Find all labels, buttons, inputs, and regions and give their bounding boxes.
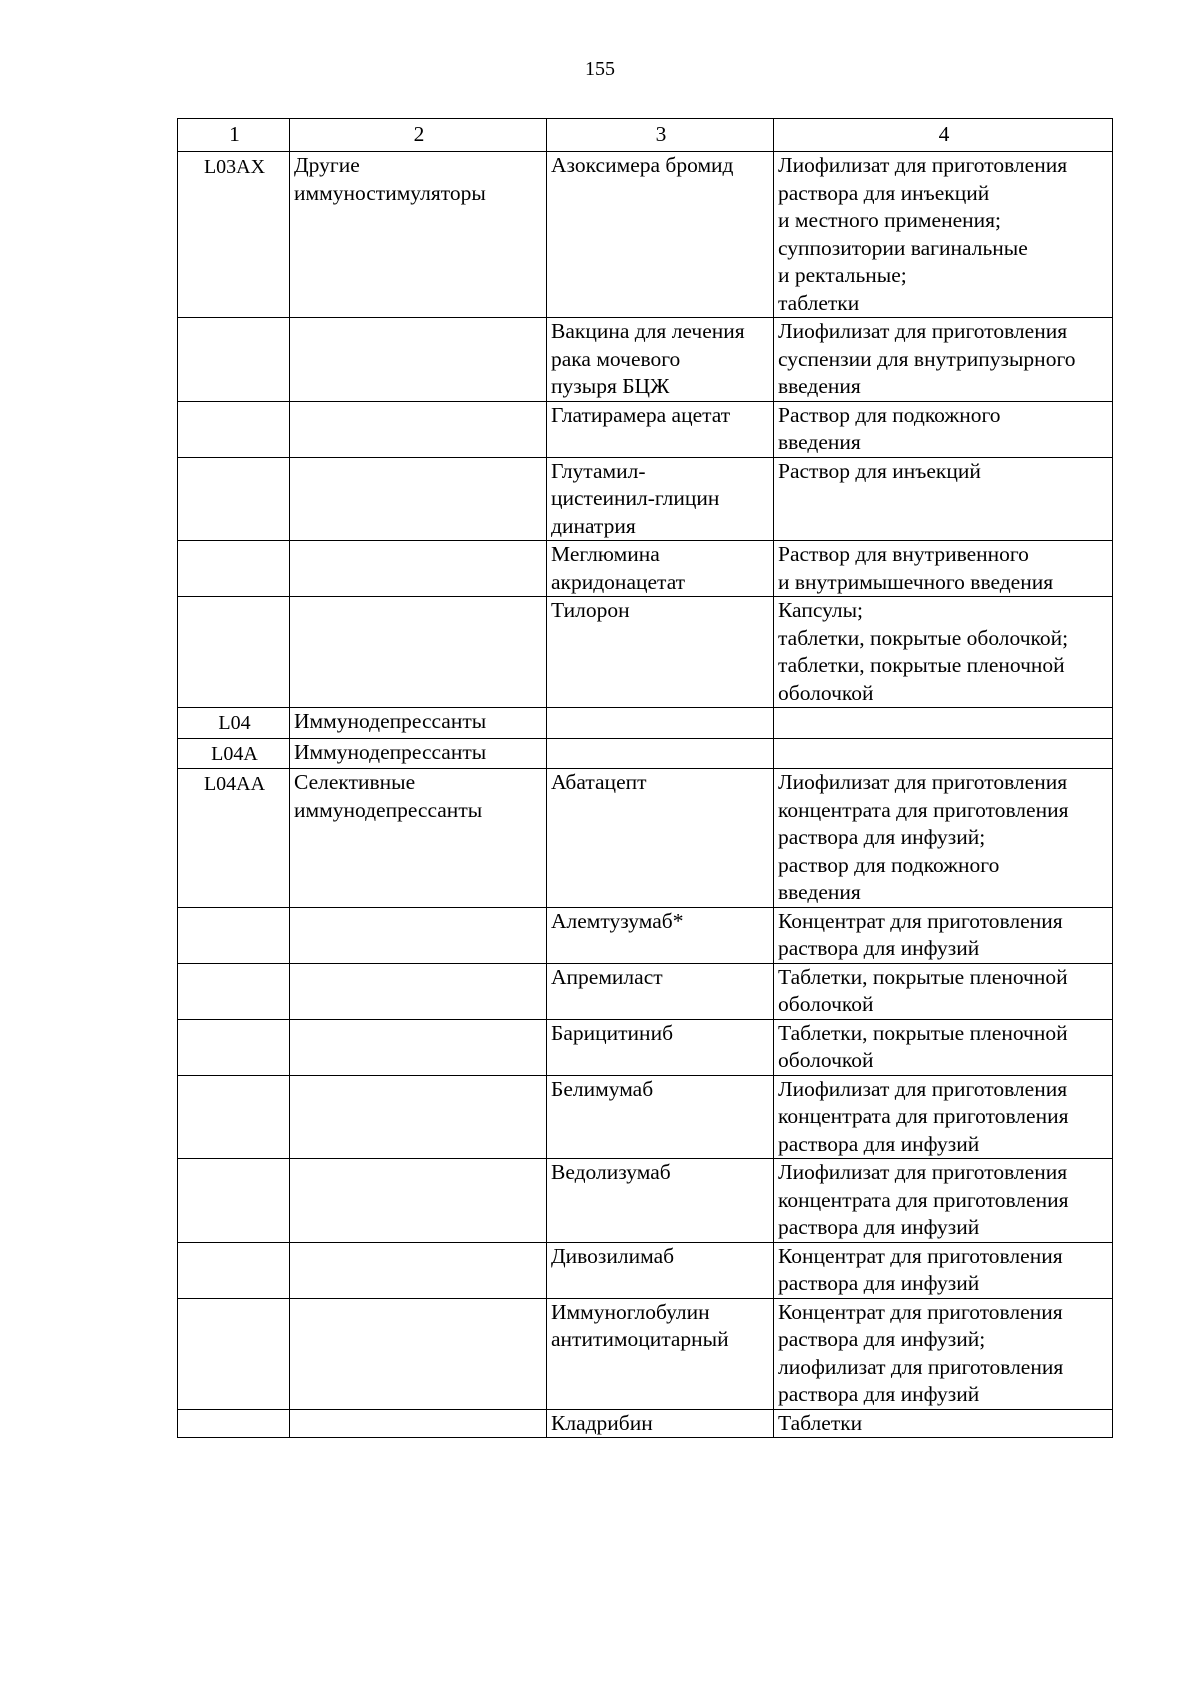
atc-code-cell <box>178 318 290 402</box>
table-row <box>178 541 1113 597</box>
drug-name-cell: Тилорон <box>547 597 774 708</box>
atc-code-cell: L03AX <box>178 152 290 318</box>
dosage-form-cell: Раствор для подкожного введения <box>774 401 1113 457</box>
atc-code-cell <box>178 457 290 541</box>
dosage-form-cell: Лиофилизат для приготовления концентрата для приготовления раствора для инфузий <box>774 1075 1113 1159</box>
group-name-cell <box>290 541 547 597</box>
atc-code-cell <box>178 1075 290 1159</box>
atc-code-cell <box>178 1409 290 1438</box>
table-row <box>178 318 1113 402</box>
drug-name-cell <box>547 708 774 739</box>
table-row <box>178 1075 1113 1159</box>
table-row <box>178 1409 1113 1438</box>
drug-name-cell: Кладрибин <box>547 1409 774 1438</box>
atc-code-cell <box>178 1298 290 1409</box>
group-name-cell: Селективные иммунодепрессанты <box>290 769 547 908</box>
drug-name-cell: Абатацепт <box>547 769 774 908</box>
group-name-cell <box>290 1075 547 1159</box>
drug-name-cell: Иммуноглобулин антитимоцитарный <box>547 1298 774 1409</box>
drug-name-cell: Дивозилимаб <box>547 1242 774 1298</box>
table-row <box>178 1298 1113 1409</box>
drug-name-cell: Алемтузумаб* <box>547 907 774 963</box>
page-number: 155 <box>585 58 615 80</box>
dosage-form-cell <box>774 738 1113 769</box>
dosage-form-cell <box>774 708 1113 739</box>
table-header-row <box>178 119 1113 152</box>
dosage-form-cell: Концентрат для приготовления раствора для инфузий; лиофилизат для приготовления раствора для инфузий <box>774 1298 1113 1409</box>
header-col-4: 4 <box>774 119 1113 152</box>
atc-code-cell <box>178 401 290 457</box>
table-row <box>178 1159 1113 1243</box>
atc-code-cell <box>178 1019 290 1075</box>
group-name-cell <box>290 963 547 1019</box>
dosage-form-cell: Концентрат для приготовления раствора для инфузий <box>774 1242 1113 1298</box>
drug-name-cell <box>547 738 774 769</box>
atc-code-cell <box>178 541 290 597</box>
table-row <box>178 769 1113 908</box>
header-col-1: 1 <box>178 119 290 152</box>
dosage-form-cell: Лиофилизат для приготовления концентрата для приготовления раствора для инфузий; раствор для подкожного введения <box>774 769 1113 908</box>
table-row <box>178 907 1113 963</box>
atc-code-cell: L04 <box>178 708 290 739</box>
table-row <box>178 1242 1113 1298</box>
header-col-3: 3 <box>547 119 774 152</box>
group-name-cell <box>290 1409 547 1438</box>
drug-name-cell: Белимумаб <box>547 1075 774 1159</box>
atc-code-cell <box>178 1242 290 1298</box>
dosage-form-cell: Концентрат для приготовления раствора для инфузий <box>774 907 1113 963</box>
drug-name-cell: Азоксимера бромид <box>547 152 774 318</box>
atc-code-cell <box>178 597 290 708</box>
group-name-cell: Иммунодепрессанты <box>290 738 547 769</box>
atc-code-cell: L04AA <box>178 769 290 908</box>
dosage-form-cell: Лиофилизат для приготовления суспензии для внутрипузырного введения <box>774 318 1113 402</box>
group-name-cell <box>290 907 547 963</box>
group-name-cell <box>290 318 547 402</box>
table-row <box>178 963 1113 1019</box>
dosage-form-cell: Раствор для внутривенного и внутримышечного введения <box>774 541 1113 597</box>
dosage-form-cell: Лиофилизат для приготовления концентрата для приготовления раствора для инфузий <box>774 1159 1113 1243</box>
drug-name-cell: Апремиласт <box>547 963 774 1019</box>
group-name-cell: Другие иммуностимуляторы <box>290 152 547 318</box>
group-name-cell <box>290 1159 547 1243</box>
group-name-cell <box>290 1019 547 1075</box>
drug-name-cell: Меглюмина акридонацетат <box>547 541 774 597</box>
group-name-cell: Иммунодепрессанты <box>290 708 547 739</box>
table-row <box>178 597 1113 708</box>
group-name-cell <box>290 1298 547 1409</box>
drug-name-cell: Вакцина для лечения рака мочевого пузыря БЦЖ <box>547 318 774 402</box>
table-row <box>178 401 1113 457</box>
atc-code-cell <box>178 1159 290 1243</box>
table-row <box>178 708 1113 739</box>
group-name-cell <box>290 401 547 457</box>
group-name-cell <box>290 597 547 708</box>
table-row <box>178 738 1113 769</box>
dosage-form-cell: Таблетки, покрытые пленочной оболочкой <box>774 963 1113 1019</box>
header-col-2: 2 <box>290 119 547 152</box>
dosage-form-cell: Раствор для инъекций <box>774 457 1113 541</box>
atc-code-cell: L04A <box>178 738 290 769</box>
table-row <box>178 457 1113 541</box>
dosage-form-cell: Таблетки, покрытые пленочной оболочкой <box>774 1019 1113 1075</box>
dosage-form-cell: Лиофилизат для приготовления раствора для инъекций и местного применения; суппозитории вагинальные и ректальные; таблетки <box>774 152 1113 318</box>
dosage-form-cell: Таблетки <box>774 1409 1113 1438</box>
drug-name-cell: Глатирамера ацетат <box>547 401 774 457</box>
dosage-form-cell: Капсулы; таблетки, покрытые оболочкой; таблетки, покрытые пленочной оболочкой <box>774 597 1113 708</box>
table-row <box>178 152 1113 318</box>
atc-code-cell <box>178 963 290 1019</box>
atc-code-cell <box>178 907 290 963</box>
group-name-cell <box>290 1242 547 1298</box>
table-row <box>178 1019 1113 1075</box>
drug-name-cell: Барицитиниб <box>547 1019 774 1075</box>
group-name-cell <box>290 457 547 541</box>
medication-table <box>177 118 1113 1438</box>
drug-name-cell: Ведолизумаб <box>547 1159 774 1243</box>
drug-name-cell: Глутамил- цистеинил-глицин динатрия <box>547 457 774 541</box>
